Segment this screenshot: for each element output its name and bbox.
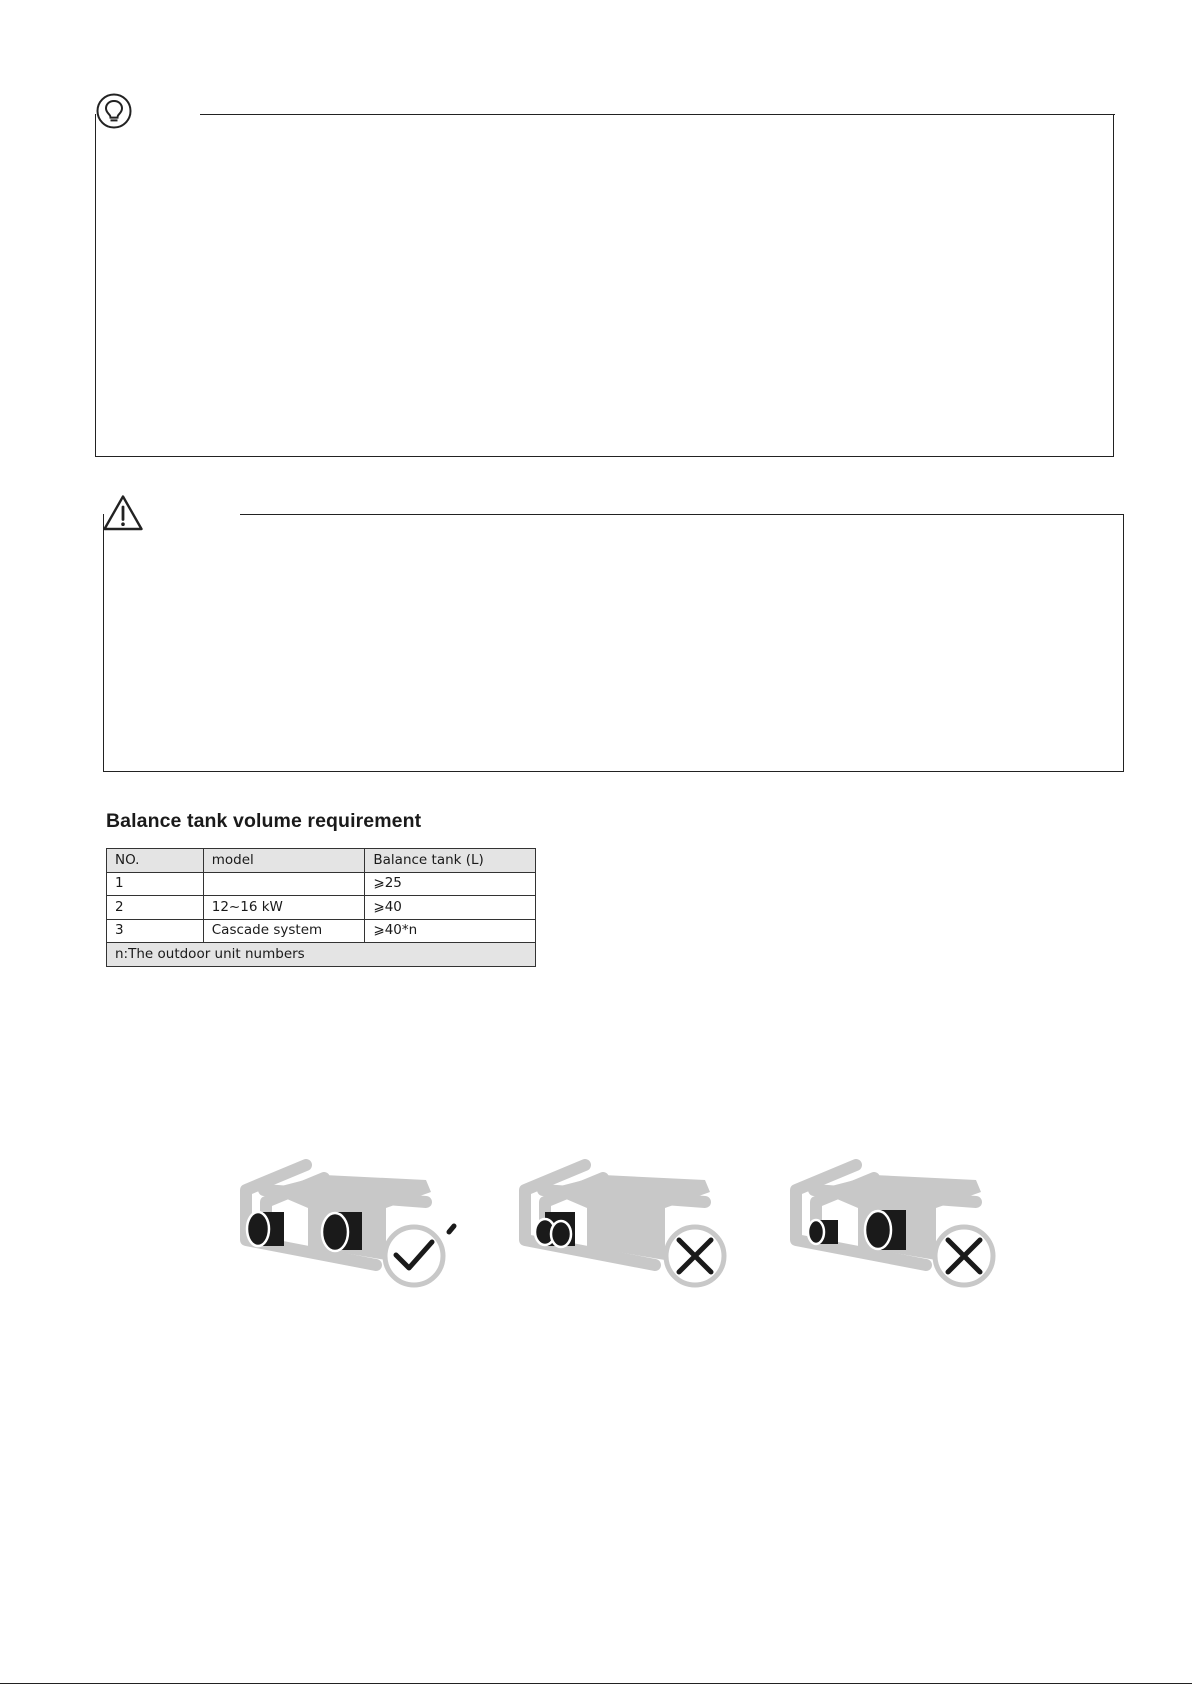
warning-triangle-icon: [102, 494, 144, 532]
note-box: [95, 114, 1114, 457]
illustration-incorrect-pipes-too-close: [515, 1150, 745, 1300]
table-cell: 3: [107, 919, 204, 943]
table-cell: 12~16 kW: [203, 896, 365, 920]
header-cell-balance-tank: Balance tank (L): [365, 849, 536, 873]
pipe-left-icon: [247, 1212, 284, 1246]
table-row: [107, 919, 536, 943]
table-cell: ⩾40: [365, 896, 536, 920]
footer-rule: [0, 1683, 1192, 1684]
lightbulb-icon: [95, 92, 133, 130]
note-box-top-rule: [200, 114, 1115, 115]
table-row: [107, 896, 536, 920]
table-heading: Balance tank volume requirement: [106, 810, 422, 832]
caution-box-top-rule: [240, 514, 1124, 515]
illustration-incorrect-pipe-alignment: [786, 1150, 1016, 1300]
pipe-small-icon: [808, 1220, 838, 1244]
table-cell: 1: [107, 872, 204, 896]
table-footnote-row: [107, 943, 536, 967]
pipe-large-icon: [865, 1210, 906, 1250]
table-header-row: [107, 849, 536, 873]
table-cell: ⩾40*n: [365, 919, 536, 943]
caution-box: [103, 514, 1124, 772]
balance-tank-table: [106, 848, 536, 967]
illustration-correct-pipe-placement: [236, 1150, 466, 1300]
table-cell: 2: [107, 896, 204, 920]
table-footnote: n:The outdoor unit numbers: [107, 943, 536, 967]
table-cell: Cascade system: [203, 919, 365, 943]
pipe-right-icon: [322, 1212, 362, 1251]
table-cell: [203, 872, 365, 896]
cross-circle-icon: [666, 1227, 724, 1285]
check-circle-icon: [385, 1226, 454, 1285]
table-row: [107, 872, 536, 896]
table-cell: ⩾25: [365, 872, 536, 896]
header-cell-no: NO.: [107, 849, 204, 873]
header-cell-model: model: [203, 849, 365, 873]
cross-circle-icon: [935, 1227, 993, 1285]
